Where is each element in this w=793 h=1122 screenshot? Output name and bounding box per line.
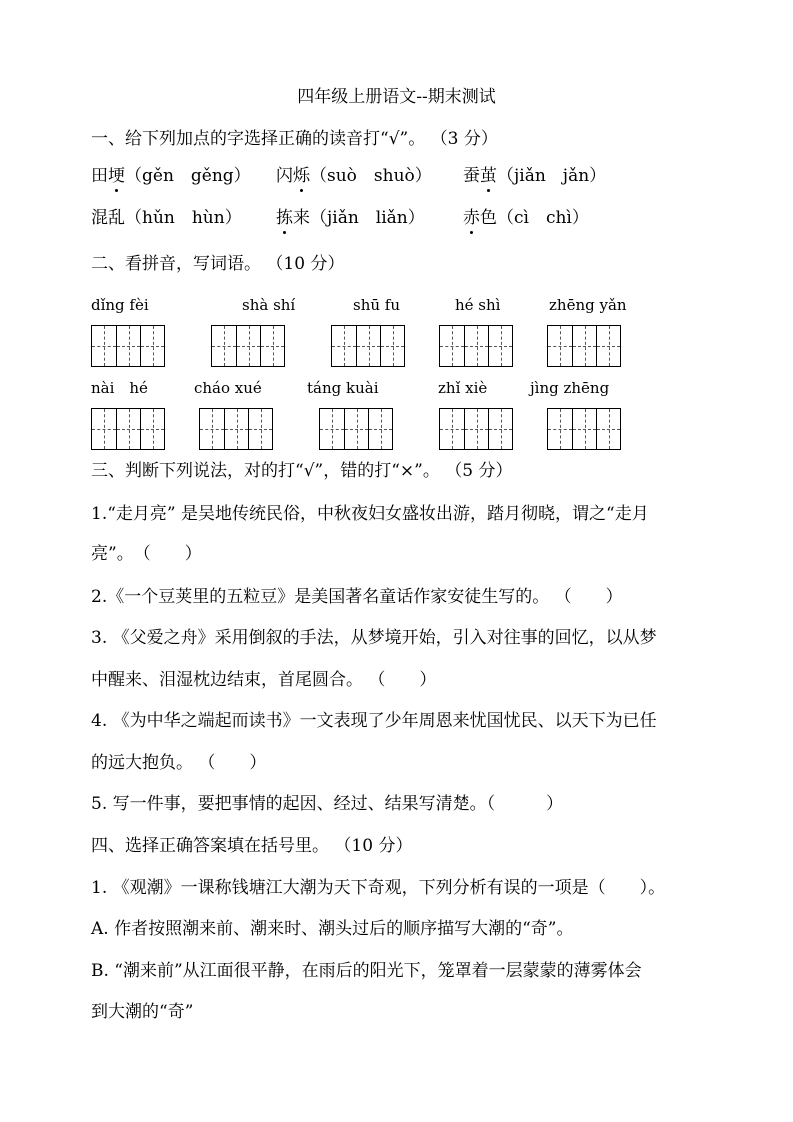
- judgement-line: 中醒来、泪湿枕边结束，首尾圆合。 （ ）: [91, 670, 437, 690]
- judgement-line: 3. 《父爱之舟》采用倒叙的手法，从梦境开始，引入对往事的回忆，以从梦: [91, 628, 657, 648]
- word-item-3: [463, 165, 606, 187]
- pinyin-label: cháo xué: [194, 379, 262, 397]
- writing-box-row-1: [0, 325, 793, 367]
- option-line: A. 作者按照潮来前、潮来时、潮头过后的顺序描写大潮的“奇”。: [91, 919, 574, 939]
- dotted-char: 烁: [293, 166, 310, 186]
- section-4-heading: 四、选择正确答案填在括号里。 （10 分）: [91, 836, 413, 856]
- dotted-char: 埂: [108, 166, 125, 186]
- judgement-line: 的远大抱负。 （ ）: [91, 753, 267, 773]
- writing-box[interactable]: [199, 408, 273, 450]
- writing-box[interactable]: [331, 325, 405, 367]
- writing-box-row-2: [0, 408, 793, 450]
- judgement-line: 亮”。 （ ）: [91, 544, 202, 564]
- word-char: 蚕: [463, 166, 480, 186]
- section-3-heading: 三、判断下列说法，对的打“√”，错的打“×”。 （5 分）: [91, 461, 513, 481]
- page-title: 四年级上册语文--期末测试: [297, 87, 496, 107]
- word-item-6: [463, 207, 589, 229]
- pinyin-label: dǐng fèi: [91, 296, 149, 314]
- writing-box[interactable]: [91, 325, 165, 367]
- section-2-heading: 二、看拼音，写词语。 （10 分）: [91, 254, 345, 274]
- pinyin-label: jìng zhēng: [530, 379, 610, 397]
- judgement-line: 4. 《为中华之端起而读书》一文表现了少年周恩来忧国忧民、以天下为已任: [91, 711, 657, 731]
- pinyin-label: hé shì: [455, 296, 501, 314]
- pinyin-label: shū fu: [353, 296, 400, 314]
- pinyin-options: （cì chì）: [497, 208, 589, 228]
- pinyin-label: shà shí: [242, 296, 296, 314]
- writing-box[interactable]: [91, 408, 165, 450]
- pinyin-label: táng kuài: [307, 379, 379, 397]
- dotted-char: 赤: [463, 208, 480, 228]
- writing-box[interactable]: [439, 408, 513, 450]
- judgement-line: 5. 写一件事，要把事情的起因、经过、结果写清楚。（ ）: [91, 794, 564, 814]
- word-char: 混: [91, 208, 108, 228]
- question-line: 1. 《观潮》一课称钱塘江大潮为天下奇观，下列分析有误的一项是（ ）。: [91, 878, 666, 898]
- word-char: 色: [480, 208, 497, 228]
- word-char: 乱: [108, 208, 125, 228]
- writing-box[interactable]: [547, 325, 621, 367]
- dotted-char: 拣: [276, 208, 293, 228]
- dotted-char: 茧: [480, 166, 497, 186]
- pinyin-options: （hǔn hùn）: [125, 208, 242, 228]
- option-line: B. “潮来前”从江面很平静，在雨后的阳光下，笼罩着一层蒙蒙的薄雾体会: [91, 961, 642, 981]
- writing-box[interactable]: [211, 325, 285, 367]
- option-line: 到大潮的“奇”: [91, 1002, 194, 1022]
- section-1-heading: 一、给下列加点的字选择正确的读音打“√”。 （3 分）: [91, 129, 498, 149]
- pinyin-options: （jiǎn jǎn）: [497, 166, 607, 186]
- writing-box[interactable]: [319, 408, 393, 450]
- pinyin-options: （jiǎn liǎn）: [310, 208, 425, 228]
- pinyin-options: （suò shuò）: [310, 166, 432, 186]
- word-item-2: [276, 165, 432, 187]
- writing-box[interactable]: [547, 408, 621, 450]
- word-char: 闪: [276, 166, 293, 186]
- pinyin-label: zhǐ xiè: [438, 379, 488, 397]
- word-item-5: [276, 207, 425, 229]
- pinyin-label: zhēng yǎn: [549, 296, 627, 314]
- word-char: 来: [293, 208, 310, 228]
- judgement-line: 2.《一个豆荚里的五粒豆》是美国著名童话作家安徒生写的。 （ ）: [91, 587, 623, 607]
- word-char: 田: [91, 166, 108, 186]
- word-item-4: [91, 207, 242, 229]
- pinyin-label: nài hé: [91, 379, 148, 397]
- pinyin-options: （gěn gěng）: [125, 166, 251, 186]
- writing-box[interactable]: [439, 325, 513, 367]
- word-item-1: [91, 165, 251, 187]
- judgement-line: 1.“走月亮” 是吴地传统民俗，中秋夜妇女盛妆出游，踏月彻晓，谓之“走月: [91, 504, 649, 524]
